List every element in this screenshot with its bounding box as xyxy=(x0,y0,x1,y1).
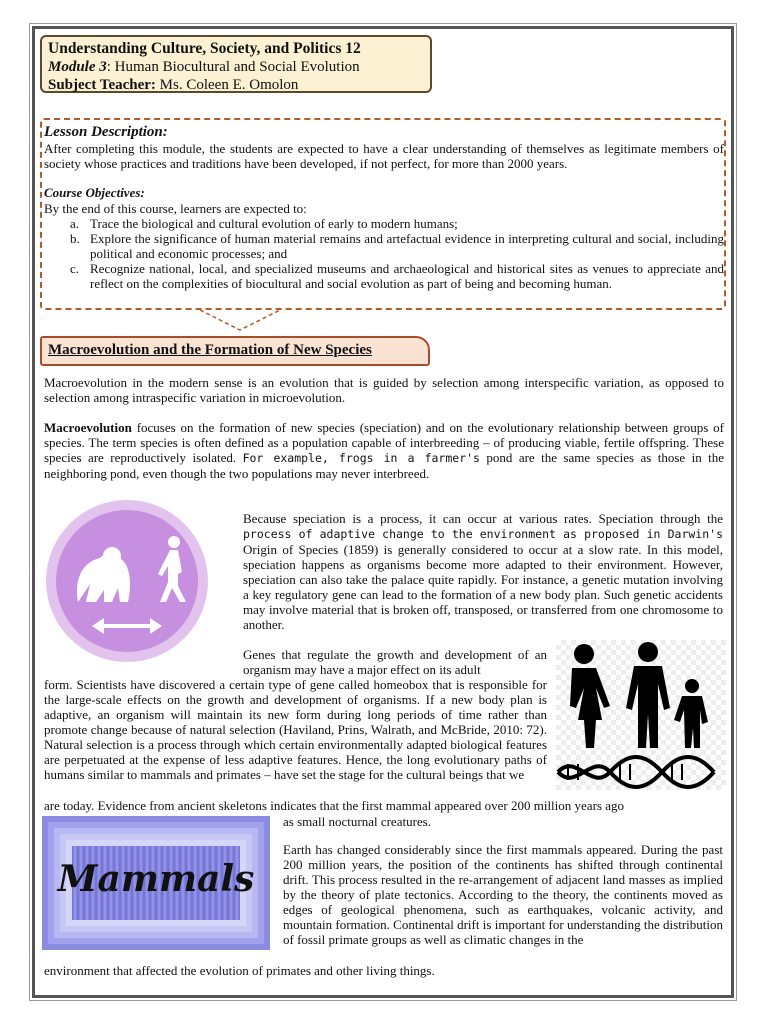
teacher-label: Subject Teacher: xyxy=(48,77,156,93)
lesson-heading: Lesson Description: xyxy=(44,124,168,140)
teacher-line xyxy=(48,76,424,94)
paragraph-4-full: are today. Evidence from ancient skeletons indicates that the first mammal appeared over 200 million years ago xyxy=(44,798,624,813)
paragraph-3 xyxy=(243,511,723,632)
term-macroevolution: Macroevolution xyxy=(44,420,132,435)
header-box xyxy=(40,35,432,93)
subject-title: Understanding Culture, Society, and Politics 12 xyxy=(48,40,361,57)
module-line xyxy=(48,58,424,76)
paragraph-5: Earth has changed considerably since the first mammals appeared. During the past 200 million years, the position of the continents has shifted through continental drift. This process resulted in the re-arrangement of adjacent land masses as implied by the theory of plate tectonics. According to the theory, the continents moved as edges of geological phenomena, such as earthquakes, volcanic activity, and mountain formation. Continental drift is important for understanding the distribution of fossil primate groups as well as climatic changes in the xyxy=(283,842,723,947)
paragraph-2-c: pond are the same species as those in the neighboring pond, even though the two populations may never interbreed. xyxy=(44,450,725,481)
objectives-intro: By the end of this course, learners are expected to: xyxy=(44,201,307,216)
paragraph-3-b: process of adaptive change to the environment as proposed in Darwin's xyxy=(243,527,723,541)
paragraph-3-a: Because speciation is a process, it can occur at various rates. Speciation through the xyxy=(243,511,723,526)
module-title: : Human Biocultural and Social Evolution xyxy=(106,59,360,75)
paragraph-4-lead: Genes that regulate the growth and development of an organism may have a major effect on its adult xyxy=(243,647,547,677)
paragraph-4: form. Scientists have discovered a certain type of gene called homeobox that is responsible for the large-scale effects on the growth and development of organisms. If a new body plan is adaptive, an organism will maintain its new form during long periods of time rather than promote change because of natural selection (Haviland, Prins, Walrath, and McBride, 2010: 72). Natural selection is a process through which certain environmentally adapted biological features are perpetuated at the expense of less adaptive features. Hence, the long evolutionary paths of humans similar to mammals and primates – have set the stage for the cultural beings that we xyxy=(44,677,547,782)
paragraph-2-a: focuses on the formation of new species (speciation) and on the evolutionary relationship between groups of species. The term species is often defined as a population capable of interbreeding – of producing viable, fertile offspring. These species are reproductively isolated. xyxy=(44,420,724,465)
paragraph-3-c: Origin of Species (1859) is generally considered to occur at a slow rate. In this model, speciation happens as organisms become more adapted to their environment. However, speciation can also take the palace quite rapidly. For instance, a genetic mutation involving a key regulatory gene can lead to the formation of a new body plan. Such genetic accidents may involve material that is broken off, transposed, or transferred from one chromosome to another. xyxy=(243,542,723,632)
lesson-text: After completing this module, the students are expected to have a clear understanding of themselves as legitimate members of society whose practices and traditions have been developed, if not perfect, for more than 2000 years. xyxy=(44,141,724,171)
gorilla-human-evolution-icon xyxy=(56,510,198,652)
objective-letter-c: c. xyxy=(70,261,80,276)
mammals-word: Mammals xyxy=(57,858,255,900)
objective-letter-b: b. xyxy=(70,231,80,246)
paragraph-2-b: For example, frogs in a farmer's xyxy=(242,451,480,465)
objective-c: Recognize national, local, and specialized museums and archaeological and historical sites as venues to appreciate and reflect on the complexities of biocultural and social evolution as part of being and becoming human. xyxy=(90,261,724,291)
objective-b: Explore the significance of human material remains and artefactual evidence in interpreting cultural and social, including political and economic processes; and xyxy=(90,231,724,261)
objective-letter-a: a. xyxy=(70,216,80,231)
paragraph-5-tail: environment that affected the evolution of primates and other living things. xyxy=(44,963,435,978)
objective-a: Trace the biological and cultural evolution of early to modern humans; xyxy=(90,216,458,231)
paragraph-1: Macroevolution in the modern sense is an evolution that is guided by selection among interspecific variation, as opposed to selection among intraspecific variation in microevolution. xyxy=(44,375,724,405)
module-label: Module 3 xyxy=(48,59,107,75)
paragraph-2 xyxy=(44,420,724,481)
teacher-name: Ms. Coleen E. Omolon xyxy=(155,77,299,93)
family-dna-icon xyxy=(556,640,726,790)
callout-pointer xyxy=(200,308,320,332)
paragraph-4-tail: as small nocturnal creatures. xyxy=(283,814,431,829)
objectives-heading: Course Objectives: xyxy=(44,185,145,200)
section-title: Macroevolution and the Formation of New Species xyxy=(40,336,430,366)
